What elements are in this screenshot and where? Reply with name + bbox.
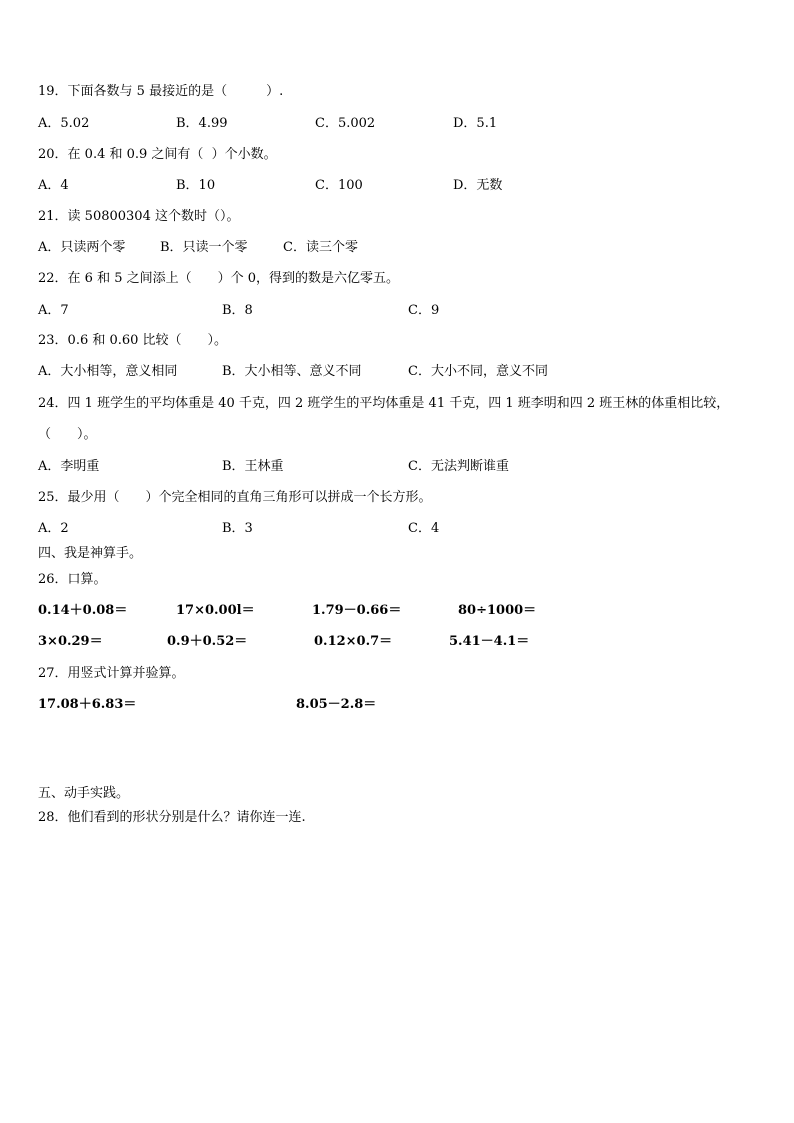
q26-item-7: 0.12×0.7＝	[314, 634, 393, 649]
question-21-stem: 21．读 50800304 这个数时（）。	[38, 209, 240, 224]
question-28-stem: 28．他们看到的形状分别是什么？请你连一连.	[38, 810, 306, 825]
section-4-heading: 四、我是神算手。	[38, 546, 143, 561]
q23-option-b: B．大小相等、意义不同	[222, 364, 362, 379]
q24-option-a: A．李明重	[38, 459, 100, 474]
question-26-stem: 26．口算。	[38, 572, 107, 587]
q26-item-2: 17×0.00l＝	[176, 603, 255, 618]
q26-item-3: 1.79－0.66＝	[312, 603, 402, 618]
question-25-stem: 25．最少用（ ）个完全相同的直角三角形可以拼成一个长方形。	[38, 490, 432, 505]
question-27-stem: 27．用竖式计算并验算。	[38, 666, 185, 681]
q25-option-b: B．3	[222, 521, 253, 536]
q21-option-c: C．读三个零	[283, 240, 358, 255]
q26-item-5: 3×0.29＝	[38, 634, 103, 649]
q25-option-c: C．4	[408, 521, 440, 536]
section-5-heading: 五、动手实践。	[38, 786, 130, 801]
question-24-stem: 24．四 1 班学生的平均体重是 40 千克，四 2 班学生的平均体重是 41 千克，四 1 班李明和四 2 班王林的体重相比较，	[38, 396, 730, 411]
q19-option-b: B．4.99	[176, 116, 228, 131]
q22-option-c: C．9	[408, 303, 440, 318]
q19-option-c: C．5.002	[315, 116, 376, 131]
q27-item-2: 8.05－2.8＝	[296, 697, 377, 712]
q19-option-a: A．5.02	[38, 116, 90, 131]
q25-option-a: A．2	[38, 521, 69, 536]
question-23-stem: 23．0.6 和 0.60 比较（ ）。	[38, 333, 228, 348]
q20-option-c: C．100	[315, 178, 363, 193]
q24-option-b: B．王林重	[222, 459, 284, 474]
q26-item-6: 0.9＋0.52＝	[167, 634, 248, 649]
q23-option-c: C．大小不同，意义不同	[408, 364, 548, 379]
q22-option-a: A．7	[38, 303, 69, 318]
q20-option-b: B．10	[176, 178, 216, 193]
q27-item-1: 17.08＋6.83＝	[38, 697, 137, 712]
q23-option-a: A．大小相等，意义相同	[38, 364, 178, 379]
q24-option-c: C．无法判断谁重	[408, 459, 509, 474]
q20-option-a: A．4	[38, 178, 69, 193]
q26-item-4: 80÷1000＝	[458, 603, 537, 618]
q21-option-b: B．只读一个零	[160, 240, 248, 255]
q26-item-8: 5.41－4.1＝	[449, 634, 530, 649]
question-20-stem: 20．在 0.4 和 0.9 之间有（ ）个小数。	[38, 147, 277, 162]
question-19-stem: 19．下面各数与 5 最接近的是（ ）.	[38, 84, 284, 99]
q26-item-1: 0.14＋0.08＝	[38, 603, 128, 618]
question-22-stem: 22．在 6 和 5 之间添上（ ）个 0，得到的数是六亿零五。	[38, 271, 400, 286]
q20-option-d: D．无数	[453, 178, 503, 193]
q21-option-a: A．只读两个零	[38, 240, 126, 255]
q19-option-d: D．5.1	[453, 116, 498, 131]
question-24-stem-continued: （ ）。	[38, 427, 97, 442]
q22-option-b: B．8	[222, 303, 253, 318]
